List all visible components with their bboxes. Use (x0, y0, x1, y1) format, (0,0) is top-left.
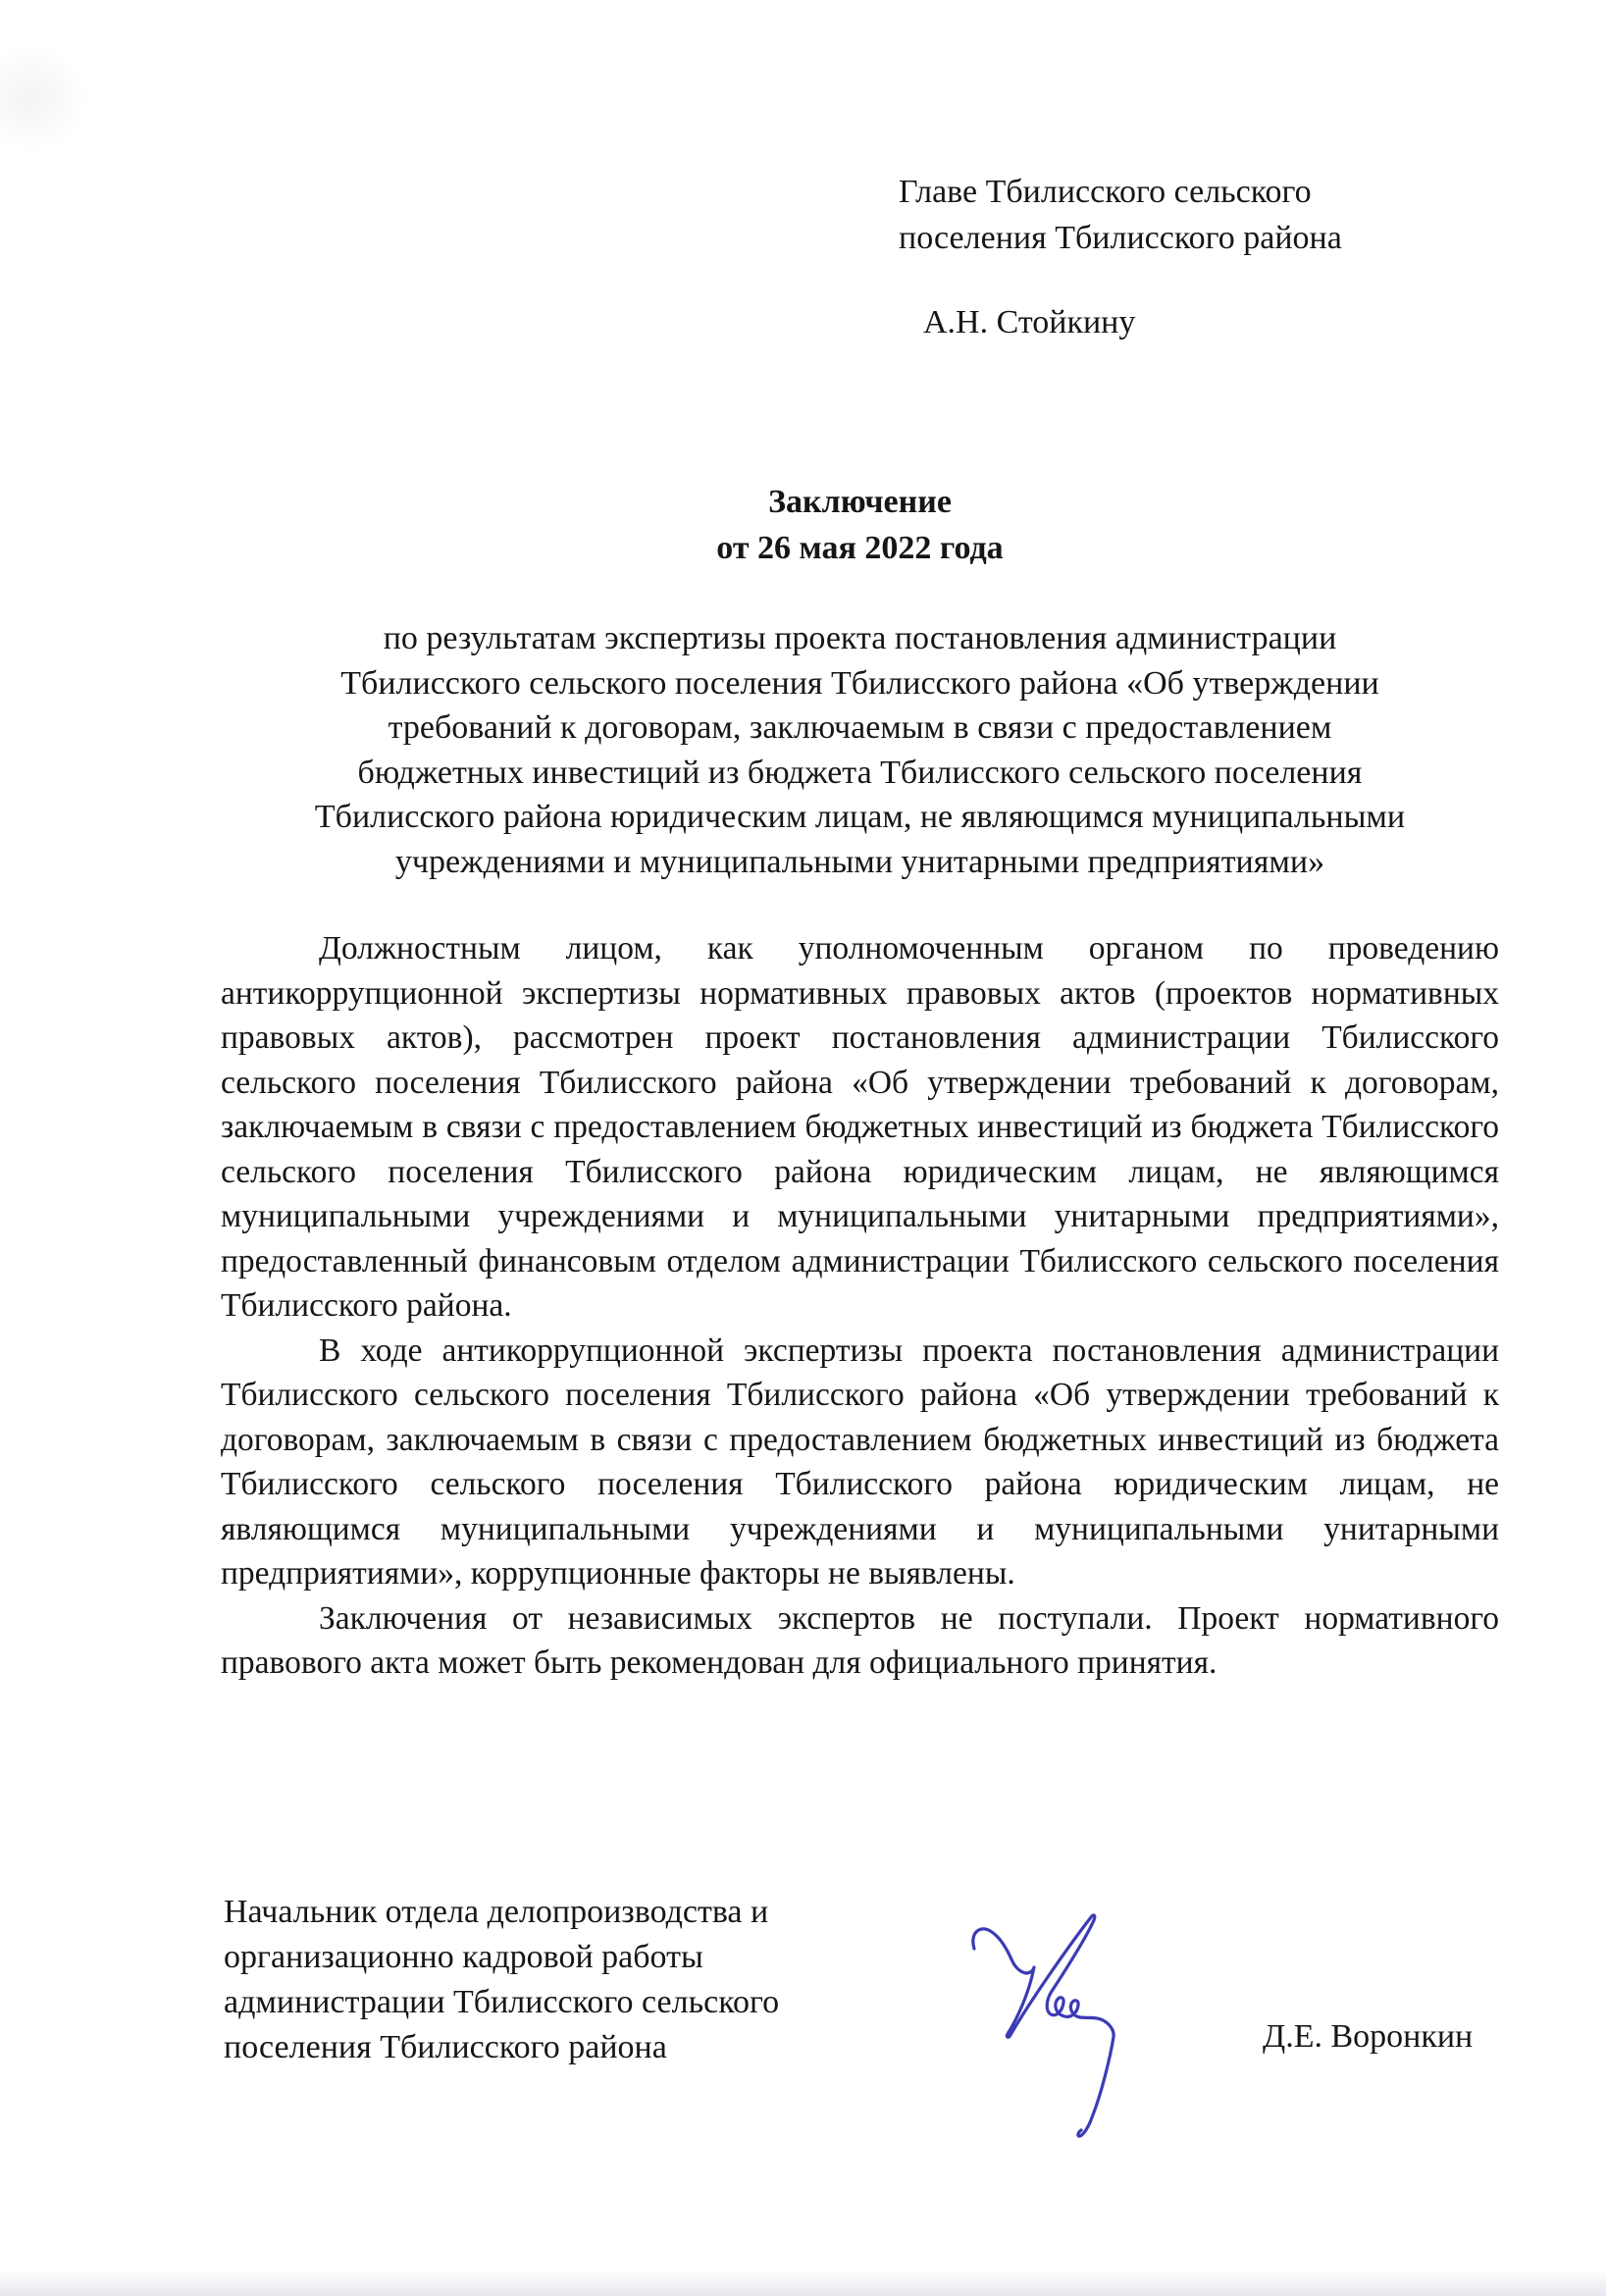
signature-ink (966, 1906, 1163, 2147)
subject-line: требований к договорам, заключаемым в связи с предоставлением (388, 709, 1332, 746)
subject-line: Тбилисского сельского поселения Тбилисского района «Об утверждении (340, 664, 1379, 702)
subject-line: учреждениями и муниципальными унитарными предприятиями» (394, 843, 1325, 880)
signature-ink-blob (1006, 2032, 1010, 2037)
recipient-block (899, 169, 1507, 345)
scan-smudge (0, 44, 88, 152)
signer-title-block (224, 1890, 910, 2070)
signer-title-line: поселения Тбилисского района (224, 2029, 667, 2065)
body-text (221, 926, 1499, 1686)
title-line-2: от 26 мая 2022 года (716, 530, 1004, 566)
scan-edge-shadow (0, 2270, 1606, 2296)
recipient-name: А.Н. Стойкину (923, 304, 1136, 340)
document-title (221, 479, 1499, 571)
signer-title-line: администрации Тбилисского сельского (224, 1984, 780, 2020)
body-paragraph-2: В ходе антикоррупционной экспертизы проекта постановления администрации Тбилисского сельского поселения Тбилисского района «Об утверждении требований к договорам, заключаемым в связи с предоставлением бюджетных инвестиций из бюджета Тбилисского сельского поселения Тбилисского района юридическим лицам, не являющимся муниципальными учреждениями и муниципальными унитарными предприятиями», коррупционные факторы не выявлены. (221, 1331, 1499, 1592)
signer-name: Д.Е. Воронкин (1263, 2018, 1474, 2055)
signer-title-line: Начальник отдела делопроизводства и (224, 1894, 769, 1930)
subject-line: по результатам экспертизы проекта постановления администрации (383, 620, 1337, 656)
signature-stroke (973, 1915, 1114, 2136)
title-line-1: Заключение (768, 484, 952, 520)
recipient-line: поселения Тбилисского района (899, 220, 1342, 256)
recipient-line: Главе Тбилисского сельского (899, 174, 1312, 210)
body-paragraph-3: Заключения от независимых экспертов не поступали. Проект нормативного правового акта может быть рекомендован для официального принятия. (221, 1599, 1499, 1681)
subject-line: бюджетных инвестиций из бюджета Тбилисского сельского поселения (357, 754, 1363, 791)
subject-line: Тбилисского района юридическим лицам, не являющимся муниципальными (314, 799, 1406, 835)
signer-title-line: организационно кадровой работы (224, 1939, 703, 1975)
subject-block (221, 616, 1499, 884)
body-paragraph-1: Должностным лицом, как уполномоченным органом по проведению антикоррупционной экспертизы нормативных правовых актов (проектов нормативных правовых актов), рассмотрен проект постановления администрации Тбилисского сельского поселения Тбилисского района «Об утверждении требований к договорам, заключаемым в связи с предоставлением бюджетных инвестиций из бюджета Тбилисского сельского поселения Тбилисского района юридическим лицам, не являющимся муниципальными учреждениями и муниципальными унитарными предприятиями», предоставленный финансовым отделом администрации Тбилисского сельского поселения Тбилисского района. (221, 930, 1499, 1324)
